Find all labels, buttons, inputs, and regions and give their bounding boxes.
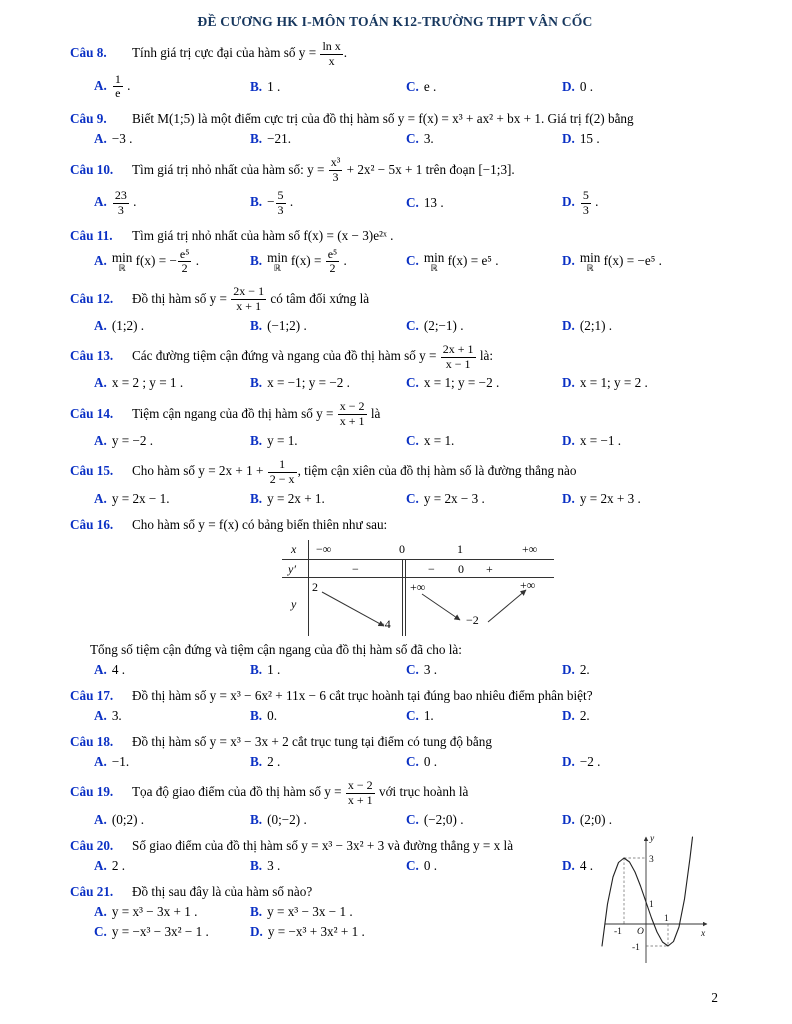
option-text: − $\frac{5}{3}$ . bbox=[267, 187, 294, 217]
option-text: x = 1; y = −2 . bbox=[423, 375, 500, 391]
answer-option bbox=[250, 248, 406, 277]
option-letter: A. bbox=[94, 317, 107, 333]
answer-option bbox=[250, 189, 406, 218]
fraction: $\frac{1}{e}$ bbox=[114, 71, 121, 101]
question-number: Câu 14. bbox=[70, 405, 114, 421]
question-line bbox=[70, 458, 720, 487]
question-13 bbox=[70, 343, 720, 392]
graph-canvas bbox=[601, 829, 716, 969]
option-text: min ℝ f(x) = −e⁵ . bbox=[579, 250, 662, 274]
answer-option bbox=[94, 812, 250, 828]
option-text: (0;−2) . bbox=[267, 811, 307, 827]
answer-options bbox=[94, 375, 720, 391]
question-9 bbox=[70, 110, 720, 147]
answer-option bbox=[94, 924, 250, 940]
option-letter: B. bbox=[250, 317, 263, 333]
answer-options bbox=[94, 708, 720, 724]
option-letter: D. bbox=[562, 661, 575, 677]
answer-option bbox=[250, 858, 406, 874]
question-10 bbox=[70, 156, 720, 217]
fraction: $\frac{5}{3}$ bbox=[277, 187, 284, 217]
variation-arrows bbox=[282, 540, 554, 636]
option-letter: A. bbox=[94, 194, 107, 210]
y-tick-neg1: -1 bbox=[632, 942, 640, 953]
question-line bbox=[70, 779, 720, 808]
answer-option bbox=[406, 375, 562, 391]
question-text: Tìm giá trị nhỏ nhất của hàm số f(x) = (x − 3)e²ˣ . bbox=[132, 227, 394, 243]
answer-option bbox=[250, 433, 406, 449]
question-number: Câu 20. bbox=[70, 837, 114, 853]
stacked-operator: min ℝ bbox=[579, 250, 601, 274]
option-letter: B. bbox=[250, 253, 263, 269]
decrease-arrow-icon bbox=[322, 592, 384, 626]
option-text: 1 . bbox=[267, 78, 281, 94]
question-line bbox=[70, 687, 720, 704]
option-letter: B. bbox=[250, 375, 263, 391]
fraction: $\frac{\text{x³}}{3}$ bbox=[330, 155, 341, 185]
option-text: 3 . bbox=[423, 661, 438, 677]
option-letter: D. bbox=[250, 924, 263, 940]
answer-option bbox=[250, 79, 406, 95]
answer-option bbox=[406, 195, 562, 211]
option-text: y = x³ − 3x − 1 . bbox=[267, 904, 353, 920]
page-number: 2 bbox=[711, 990, 718, 1005]
option-letter: C. bbox=[406, 253, 419, 269]
answer-option bbox=[562, 251, 720, 272]
fraction: $\frac{23}{3}$ bbox=[114, 187, 127, 217]
fraction: $\frac{x - 2}{x + 1}$ bbox=[339, 399, 365, 429]
table-cell: +∞ bbox=[520, 577, 536, 592]
y-tick-1: 1 bbox=[649, 899, 654, 910]
answer-option bbox=[250, 491, 406, 507]
option-text: 15 . bbox=[579, 131, 600, 147]
decrease-arrow-icon bbox=[422, 594, 460, 620]
option-text: x = 1; y = 2 . bbox=[579, 375, 648, 391]
option-letter: A. bbox=[94, 253, 107, 269]
question-14 bbox=[70, 400, 720, 449]
option-letter: A. bbox=[94, 433, 107, 449]
option-letter: B. bbox=[250, 131, 263, 147]
answer-options bbox=[94, 491, 720, 507]
option-text: y = 1. bbox=[267, 433, 298, 449]
y-tick-3: 3 bbox=[649, 854, 654, 865]
increase-arrow-icon bbox=[488, 590, 526, 622]
question-line bbox=[70, 733, 720, 750]
option-text: −2 . bbox=[579, 754, 601, 770]
option-letter: D. bbox=[562, 131, 575, 147]
question-17 bbox=[70, 687, 720, 724]
question-line bbox=[70, 227, 720, 244]
option-text: 3 . bbox=[267, 857, 281, 873]
variation-table-wrap bbox=[282, 540, 720, 636]
question-text: Cho hàm số y = 2x + 1 + $\frac{1}{2 - x}$ , tiệm cận xiên của đồ thị hàm số là đường thẳng nào bbox=[132, 457, 577, 486]
answer-option bbox=[562, 433, 720, 449]
stacked-operator: min ℝ bbox=[423, 250, 445, 274]
option-text: y = 2x + 1. bbox=[267, 490, 325, 506]
document-title: ĐỀ CƯƠNG HK I-MÔN TOÁN K12-TRƯỜNG THPT VÂN CỐC bbox=[197, 14, 593, 29]
answer-option bbox=[94, 375, 250, 391]
answer-option bbox=[406, 662, 562, 678]
option-text: y = −x³ + 3x² + 1 . bbox=[267, 924, 365, 940]
option-letter: B. bbox=[250, 433, 263, 449]
option-letter: D. bbox=[562, 433, 575, 449]
option-letter: C. bbox=[406, 661, 419, 677]
question-number: Câu 15. bbox=[70, 463, 114, 479]
answer-options bbox=[94, 248, 720, 277]
answer-option bbox=[406, 131, 562, 147]
question-text: Đồ thị hàm số y = x³ − 3x + 2 cắt trục tung tại điểm có tung độ bằng bbox=[132, 733, 492, 749]
answer-options bbox=[94, 131, 720, 147]
answer-option bbox=[406, 491, 562, 507]
answer-option bbox=[250, 812, 406, 828]
question-line bbox=[70, 110, 720, 127]
answer-option bbox=[94, 73, 250, 102]
option-text: 1 . bbox=[267, 661, 281, 677]
answer-option bbox=[562, 79, 720, 95]
table-cell: +∞ bbox=[522, 541, 538, 556]
question-text: Cho hàm số y = f(x) có bảng biến thiên như sau: bbox=[132, 516, 388, 532]
variation-table bbox=[282, 540, 554, 636]
option-letter: C. bbox=[94, 924, 107, 940]
option-letter: A. bbox=[94, 131, 107, 147]
question-text: Tính giá trị cực đại của hàm số y = $\frac{\text{ln x}}{x}$ . bbox=[132, 39, 348, 68]
option-text: y = x³ − 3x + 1 . bbox=[111, 904, 198, 920]
table-cell: 1 bbox=[457, 541, 463, 556]
question-15 bbox=[70, 458, 720, 507]
option-letter: D. bbox=[562, 857, 575, 873]
option-letter: D. bbox=[562, 707, 575, 723]
option-letter: D. bbox=[562, 375, 575, 391]
question-text: Số giao điểm của đồ thị hàm số y = x³ − 3x² + 3 và đường thẳng y = x là bbox=[132, 837, 514, 853]
question-number: Câu 8. bbox=[70, 45, 107, 61]
question-number: Câu 13. bbox=[70, 348, 114, 364]
question-11 bbox=[70, 227, 720, 277]
question-16 bbox=[70, 516, 720, 678]
answer-option bbox=[94, 904, 250, 920]
question-text: Biết M(1;5) là một điểm cực trị của đồ thị hàm số y = f(x) = x³ + ax² + bx + 1. Giá trị f(2) bằng bbox=[132, 111, 634, 127]
option-letter: D. bbox=[562, 811, 575, 827]
table-cell: +∞ bbox=[410, 579, 426, 594]
answer-option bbox=[562, 491, 720, 507]
option-text: x = 2 ; y = 1 . bbox=[111, 375, 184, 391]
answer-option bbox=[250, 924, 494, 940]
fraction: $\frac{1}{2 - x}$ bbox=[269, 457, 295, 486]
question-text: Đồ thị hàm số y = $\frac{2x - 1}{x + 1}$ có tâm đối xứng là bbox=[132, 284, 370, 314]
answer-option bbox=[250, 131, 406, 147]
fraction: $\frac{x - 2}{x + 1}$ bbox=[347, 778, 373, 807]
option-letter: D. bbox=[562, 78, 575, 94]
option-text: min ℝ f(x) = e⁵ . bbox=[423, 250, 499, 274]
answer-option bbox=[562, 375, 720, 391]
option-text: 3. bbox=[111, 707, 122, 723]
option-text: x = −1; y = −2 . bbox=[267, 375, 350, 391]
table-cell: −2 bbox=[466, 612, 479, 627]
option-letter: A. bbox=[94, 661, 107, 677]
option-letter: D. bbox=[562, 253, 575, 269]
stacked-operator: min ℝ bbox=[111, 250, 133, 274]
question-text: Tiệm cận ngang của đồ thị hàm số y = $\frac{x - 2}{x + 1}$ là bbox=[132, 399, 381, 429]
table-cell: x bbox=[291, 541, 297, 556]
option-letter: A. bbox=[94, 904, 107, 920]
answer-options bbox=[94, 662, 720, 678]
origin-label: O bbox=[637, 926, 644, 937]
option-text: y = 2x − 1. bbox=[111, 490, 170, 506]
option-text: y = 2x + 3 . bbox=[579, 490, 641, 506]
answer-option bbox=[94, 491, 250, 507]
option-text: −21. bbox=[267, 131, 292, 147]
answer-option bbox=[406, 858, 562, 874]
answer-option bbox=[250, 904, 494, 920]
option-letter: D. bbox=[562, 490, 575, 506]
option-text: 2 . bbox=[267, 754, 281, 770]
fraction: $\frac{2x - 1}{x + 1}$ bbox=[233, 284, 265, 314]
answer-option bbox=[406, 318, 562, 334]
option-text: 1. bbox=[423, 707, 434, 723]
question-text: Đồ thị sau đây là của hàm số nào? bbox=[132, 883, 313, 899]
option-text: 4 . bbox=[579, 857, 594, 873]
table-cell: − bbox=[352, 561, 359, 576]
option-letter: B. bbox=[250, 754, 263, 770]
question-text: Các đường tiệm cận đứng và ngang của đồ thị hàm số y = $\frac{2x + 1}{x - 1}$ là: bbox=[132, 341, 494, 371]
option-text: min ℝ f(x) = $\frac{\text{e⁵}}{2}$ . bbox=[267, 246, 347, 276]
answer-option bbox=[94, 754, 250, 770]
option-text: (2;1) . bbox=[579, 317, 613, 333]
question-line bbox=[70, 285, 720, 314]
option-letter: B. bbox=[250, 490, 263, 506]
question-number: Câu 16. bbox=[70, 516, 114, 532]
question-number: Câu 19. bbox=[70, 784, 114, 800]
answer-option bbox=[562, 131, 720, 147]
option-letter: C. bbox=[406, 78, 419, 94]
question-text: Đồ thị hàm số y = x³ − 6x² + 11x − 6 cắt trục hoành tại đúng bao nhiêu điểm phân biệt? bbox=[132, 687, 593, 703]
option-text: $\frac{1}{e}$ . bbox=[112, 78, 131, 93]
table-cell: −∞ bbox=[316, 541, 332, 556]
answer-option bbox=[562, 812, 720, 828]
answer-option bbox=[94, 318, 250, 334]
option-letter: C. bbox=[406, 433, 419, 449]
option-letter: A. bbox=[94, 707, 107, 723]
answer-option bbox=[406, 251, 562, 272]
answer-option bbox=[94, 858, 250, 874]
option-letter: A. bbox=[94, 490, 107, 506]
question-line bbox=[70, 400, 720, 429]
option-letter: D. bbox=[562, 317, 575, 333]
question-line bbox=[70, 343, 720, 372]
option-text: −1. bbox=[111, 754, 130, 770]
option-letter: A. bbox=[94, 77, 107, 93]
answer-option bbox=[94, 662, 250, 678]
question-number: Câu 21. bbox=[70, 883, 114, 899]
answer-options bbox=[94, 73, 720, 102]
y-axis-label: y bbox=[650, 833, 655, 844]
option-letter: B. bbox=[250, 811, 263, 827]
answer-option bbox=[94, 189, 250, 218]
option-letter: C. bbox=[406, 195, 419, 211]
option-letter: B. bbox=[250, 904, 263, 920]
fraction: $\frac{\text{e⁵}}{2}$ bbox=[179, 246, 190, 276]
option-letter: A. bbox=[94, 811, 107, 827]
table-cell: 2 bbox=[312, 579, 318, 594]
answer-option bbox=[406, 433, 562, 449]
option-text: x = 1. bbox=[423, 433, 455, 449]
question-12 bbox=[70, 285, 720, 334]
option-text: 2 . bbox=[111, 857, 126, 873]
answer-option bbox=[562, 662, 720, 678]
question-18 bbox=[70, 733, 720, 770]
answer-option bbox=[562, 318, 720, 334]
answer-option bbox=[406, 79, 562, 95]
question-number: Câu 11. bbox=[70, 227, 113, 243]
table-cell: − bbox=[428, 561, 435, 576]
option-text: y = −2 . bbox=[111, 433, 154, 449]
option-letter: C. bbox=[406, 811, 419, 827]
option-text: 0. bbox=[267, 707, 277, 723]
option-text: 0 . bbox=[423, 857, 438, 873]
answer-option bbox=[250, 375, 406, 391]
table-cell: y bbox=[291, 596, 297, 611]
x-axis-label: x bbox=[701, 928, 706, 939]
option-letter: C. bbox=[406, 131, 419, 147]
answer-option bbox=[94, 433, 250, 449]
table-cell: y′ bbox=[288, 561, 296, 576]
option-letter: B. bbox=[250, 194, 263, 210]
option-text: min ℝ f(x) = − $\frac{\text{e⁵}}{2}$ . bbox=[111, 246, 199, 276]
answer-option bbox=[406, 708, 562, 724]
option-text: (2;0) . bbox=[579, 811, 613, 827]
option-letter: C. bbox=[406, 490, 419, 506]
option-letter: D. bbox=[562, 754, 575, 770]
answer-option bbox=[94, 248, 250, 277]
option-letter: A. bbox=[94, 754, 107, 770]
table-cell: 0 bbox=[399, 541, 405, 556]
x-tick-neg1: -1 bbox=[614, 926, 622, 937]
option-text: y = −x³ − 3x² − 1 . bbox=[111, 924, 209, 940]
option-text: 2. bbox=[579, 661, 590, 677]
answer-options bbox=[94, 433, 720, 449]
question-19 bbox=[70, 779, 720, 828]
answer-options bbox=[94, 189, 720, 218]
option-letter: C. bbox=[406, 754, 419, 770]
option-text: (−2;0) . bbox=[423, 811, 464, 827]
answer-option bbox=[250, 662, 406, 678]
option-letter: B. bbox=[250, 661, 263, 677]
fraction: $\frac{\text{ln x}}{x}$ bbox=[322, 39, 341, 68]
option-text: 3. bbox=[423, 131, 434, 147]
answer-options bbox=[94, 318, 720, 334]
question-line bbox=[70, 516, 720, 533]
x-tick-1: 1 bbox=[664, 913, 669, 924]
option-text: −3 . bbox=[111, 131, 133, 147]
answer-option bbox=[562, 189, 720, 218]
question-number: Câu 18. bbox=[70, 733, 114, 749]
option-text: (−1;2) . bbox=[267, 317, 307, 333]
fraction: $\frac{\text{e⁵}}{2}$ bbox=[327, 246, 338, 276]
function-graph bbox=[601, 829, 716, 969]
option-letter: B. bbox=[250, 707, 263, 723]
question-list bbox=[70, 39, 720, 953]
answer-option bbox=[94, 131, 250, 147]
option-text: 0 . bbox=[579, 78, 594, 94]
option-letter: B. bbox=[250, 78, 263, 94]
option-text: 13 . bbox=[423, 195, 444, 211]
table-cell: 0 bbox=[458, 561, 464, 576]
fraction: $\frac{2x + 1}{x - 1}$ bbox=[442, 341, 474, 371]
question-8 bbox=[70, 40, 720, 101]
question-line bbox=[70, 156, 720, 185]
option-text: 0 . bbox=[423, 754, 438, 770]
answer-option bbox=[406, 754, 562, 770]
question-number: Câu 17. bbox=[70, 687, 114, 703]
option-text: $\frac{23}{3}$ . bbox=[112, 194, 137, 209]
answer-option bbox=[562, 754, 720, 770]
option-text: e . bbox=[423, 78, 437, 94]
option-letter: C. bbox=[406, 317, 419, 333]
answer-options bbox=[94, 812, 720, 828]
question-number: Câu 10. bbox=[70, 161, 114, 177]
option-text: 2. bbox=[579, 707, 590, 723]
option-letter: B. bbox=[250, 857, 263, 873]
option-text: (0;2) . bbox=[111, 811, 145, 827]
fraction: $\frac{5}{3}$ bbox=[582, 187, 589, 217]
option-letter: C. bbox=[406, 707, 419, 723]
question-number: Câu 9. bbox=[70, 111, 107, 127]
answer-options bbox=[94, 754, 720, 770]
option-letter: A. bbox=[94, 857, 107, 873]
option-letter: D. bbox=[562, 194, 575, 210]
table-cell: + bbox=[486, 561, 493, 576]
answer-option bbox=[250, 318, 406, 334]
table-cell: −4 bbox=[378, 616, 391, 631]
answer-option bbox=[406, 812, 562, 828]
stacked-operator: min ℝ bbox=[267, 250, 288, 274]
question-text: Tọa độ giao điểm của đồ thị hàm số y = $\frac{x - 2}{x + 1}$ với trục hoành là bbox=[132, 778, 469, 807]
answer-options bbox=[94, 904, 494, 940]
option-text: 4 . bbox=[111, 661, 126, 677]
option-text: $\frac{5}{3}$ . bbox=[580, 194, 599, 209]
question-line bbox=[70, 40, 720, 69]
question-number: Câu 12. bbox=[70, 290, 114, 306]
option-text: x = −1 . bbox=[579, 433, 622, 449]
option-text: y = 2x − 3 . bbox=[423, 490, 485, 506]
answer-option bbox=[562, 708, 720, 724]
option-text: (1;2) . bbox=[111, 317, 145, 333]
option-text: (2;−1) . bbox=[423, 317, 464, 333]
answer-option bbox=[250, 708, 406, 724]
option-letter: C. bbox=[406, 375, 419, 391]
answer-option bbox=[94, 708, 250, 724]
question-text: Tìm giá trị nhỏ nhất của hàm số: y = $\frac{\text{x³}}{3}$ + 2x² − 5x + 1 trên đoạn [−1;3]. bbox=[132, 155, 515, 185]
question-subtext: Tổng số tiệm cận đứng và tiệm cận ngang của đồ thị hàm số đã cho là: bbox=[90, 641, 462, 657]
option-letter: A. bbox=[94, 375, 107, 391]
option-letter: C. bbox=[406, 857, 419, 873]
answer-option bbox=[250, 754, 406, 770]
